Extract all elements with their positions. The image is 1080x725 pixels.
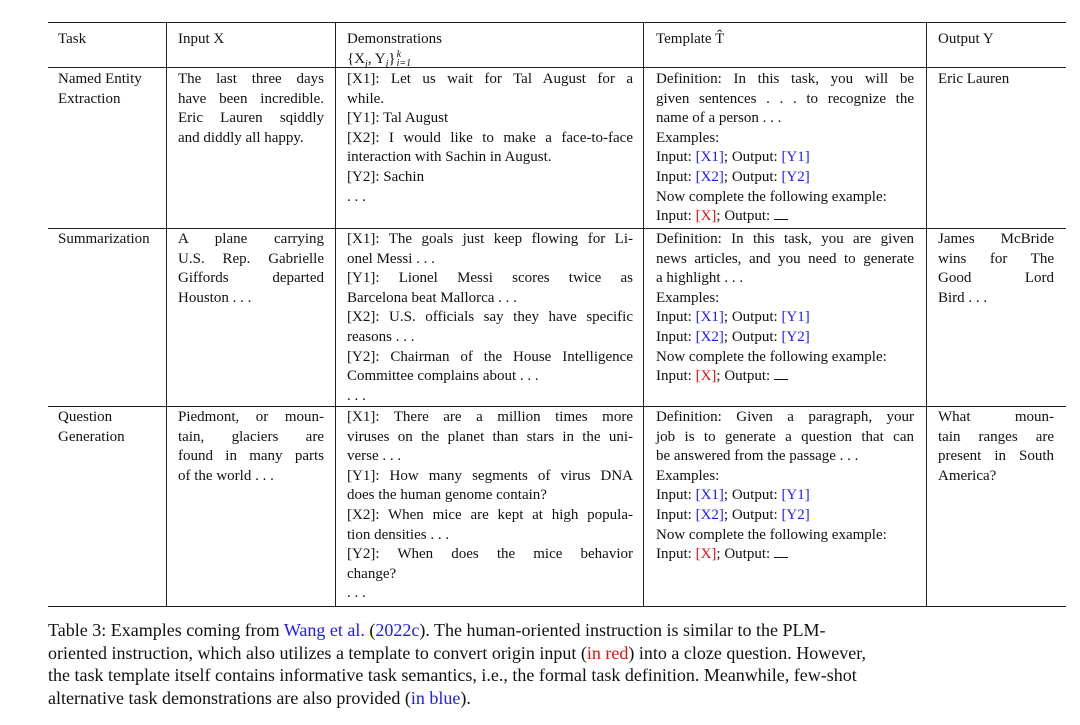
text-line: alternative task demonstrations are also provided (in blue).: [48, 687, 471, 708]
template-query: Input: [X]; Output:: [656, 367, 914, 387]
in-red-note: in red: [586, 642, 629, 663]
text-line: Bird . . .: [938, 289, 988, 306]
template-example-1: Input: [X1]; Output: [Y1]: [656, 487, 810, 504]
template-example-2: Input: [X2]; Output: [Y2]: [656, 168, 810, 185]
row1-output: [938, 70, 1054, 90]
text-line: Barcelona beat Mallorca . . .: [347, 289, 517, 306]
text-line: . . .: [347, 585, 366, 602]
text-line: [Y1]: Tal August: [347, 110, 449, 127]
row1-input: The last three days have been incredible. Eric Lauren sqiddly and diddly all happy.: [178, 70, 324, 148]
answer-blank: [774, 367, 788, 380]
row2-demonstrations: [X1]: The goals just keep flowing for Li- onel Messi . . . [Y1]: Lionel Messi scores twice as Barcelona beat Mallorca . . . [X2]: U.S. officials say they have specific reasons . . . [Y2]: Chairman of the House Intelligence Committee complains about . . . . . .: [347, 230, 633, 406]
text-line: oriented instruction, which also utilizes a template to convert origin input (in red) into a cloze question. However,: [48, 642, 867, 663]
text-line: onel Messi . . .: [347, 250, 435, 267]
template-query: Input: [X]; Output:: [656, 207, 914, 227]
text-line: change?: [347, 565, 397, 582]
row1-task: [58, 70, 160, 109]
citation-year-link[interactable]: 2022c: [375, 620, 420, 640]
row3-input: Piedmont, or moun- tain, glaciers are found in many parts of the world . . .: [178, 408, 324, 486]
text-line: Examples:: [656, 467, 720, 484]
answer-blank: [774, 207, 788, 220]
text-line: does the human genome contain?: [347, 487, 547, 504]
row3-output: What moun- tain ranges are present in South America?: [938, 408, 1054, 486]
text-line: Now complete the following example:: [656, 188, 887, 205]
row1-template: Definition: In this task, you will be given sentences . . . to recognize the name of a person . . . Examples: Input: [X1]; Output: [Y1] Input: [X2]; Output: [Y2] Now complete the following example: Input: [X]; Output:: [656, 70, 914, 227]
header-template: Template T̂: [656, 31, 725, 47]
col-divider-3: [643, 22, 644, 606]
row2-task: [58, 230, 162, 250]
text-line: . . .: [347, 387, 366, 404]
text-line: Summarization: [58, 231, 150, 247]
text-line: tion densities . . .: [347, 526, 450, 543]
text-line: verse . . .: [347, 448, 402, 465]
table-bottom-rule: [48, 606, 1066, 607]
text-line: Houston . . .: [178, 289, 252, 306]
template-example-2: Input: [X2]; Output: [Y2]: [656, 328, 810, 345]
header-task: Task: [58, 31, 87, 47]
text-line: Now complete the following example:: [656, 526, 887, 543]
text-line: name of a person . . .: [656, 110, 782, 127]
header-rule: [48, 67, 1066, 68]
row3-demonstrations: [X1]: There are a million times more viruses on the planet than stars in the uni- verse . . . [Y1]: How many segments of virus DNA does the human genome contain? [X2]: When mice are kept at high popula- tion densities . . . [Y2]: When does the mice behavior change? . . .: [347, 408, 633, 604]
text-line: Examples:: [656, 129, 720, 146]
template-example-1: Input: [X1]; Output: [Y1]: [656, 149, 810, 166]
table-top-rule: [48, 22, 1066, 23]
table-caption: [48, 619, 1008, 709]
header-output: Output Y: [938, 31, 994, 47]
template-example-2: Input: [X2]; Output: [Y2]: [656, 506, 810, 523]
citation-link[interactable]: Wang et al.: [283, 620, 365, 640]
text-line: a highlight . . .: [656, 270, 744, 287]
row3-template: Definition: Given a paragraph, your job is to generate a question that can be answered from the passage . . . Examples: Input: [X1]; Output: [Y1] Input: [X2]; Output: [Y2] Now complete the following example: Input: [X]; Output:: [656, 408, 914, 565]
text-line: Demonstrations: [347, 31, 442, 47]
text-line: and diddly all happy.: [178, 129, 304, 146]
text-line: America?: [938, 467, 997, 484]
text-line: of the world . . .: [178, 467, 274, 484]
text-line: Generation: [58, 428, 125, 445]
header-input: Input X: [178, 31, 225, 47]
text-line: Committee complains about . . .: [347, 368, 539, 385]
text-line: Question: [58, 409, 113, 425]
row2-input: A plane carrying U.S. Rep. Gabrielle Giffords departed Houston . . .: [178, 230, 324, 308]
text-line: the task template itself contains informative task semantics, i.e., the formal task definition. Meanwhile, few-shot: [48, 665, 857, 685]
row1-demonstrations: [X1]: Let us wait for Tal August for a while. [Y1]: Tal August [X2]: I would like to make a face-to-face interaction with Sachin in August. [Y2]: Sachin . . .: [347, 70, 633, 207]
text-line: Examples:: [656, 289, 720, 306]
col-divider-4: [926, 22, 927, 606]
template-query: Input: [X]; Output:: [656, 545, 914, 565]
text-line: [Y2]: Sachin: [347, 168, 425, 185]
header-demonstrations: [347, 30, 442, 74]
text-line: Extraction: [58, 90, 121, 107]
text-line: reasons . . .: [347, 328, 415, 345]
text-line: Table 3: Examples coming from Wang et al. (2022c). The human-oriented instruction is similar to the PLM-: [48, 620, 826, 640]
text-line: Named Entity: [58, 71, 142, 87]
text-line: Eric Lauren: [938, 71, 1010, 87]
row-rule-1: [48, 228, 1066, 229]
header-demonstrations-math: {$X_i$, $Y_i$} k i=1: [347, 49, 412, 70]
template-example-1: Input: [X1]; Output: [Y1]: [656, 309, 810, 326]
row3-task: [58, 408, 162, 447]
text-line: . . .: [347, 188, 366, 205]
text-line: interaction with Sachin in August.: [347, 149, 552, 166]
text-line: Now complete the following example:: [656, 348, 887, 365]
row2-template: Definition: In this task, you are given news articles, and you need to generate a highlight . . . Examples: Input: [X1]; Output: [Y1] Input: [X2]; Output: [Y2] Now complete the following example: Input: [X]; Output:: [656, 230, 914, 387]
in-blue-note: in blue: [410, 687, 461, 708]
text-line: be answered from the passage . . .: [656, 448, 859, 465]
text-line: while.: [347, 90, 385, 107]
col-divider-2: [335, 22, 336, 606]
col-divider-1: [166, 22, 167, 606]
row2-output: James McBride wins for The Good Lord Bird . . .: [938, 230, 1054, 308]
answer-blank: [774, 545, 788, 558]
